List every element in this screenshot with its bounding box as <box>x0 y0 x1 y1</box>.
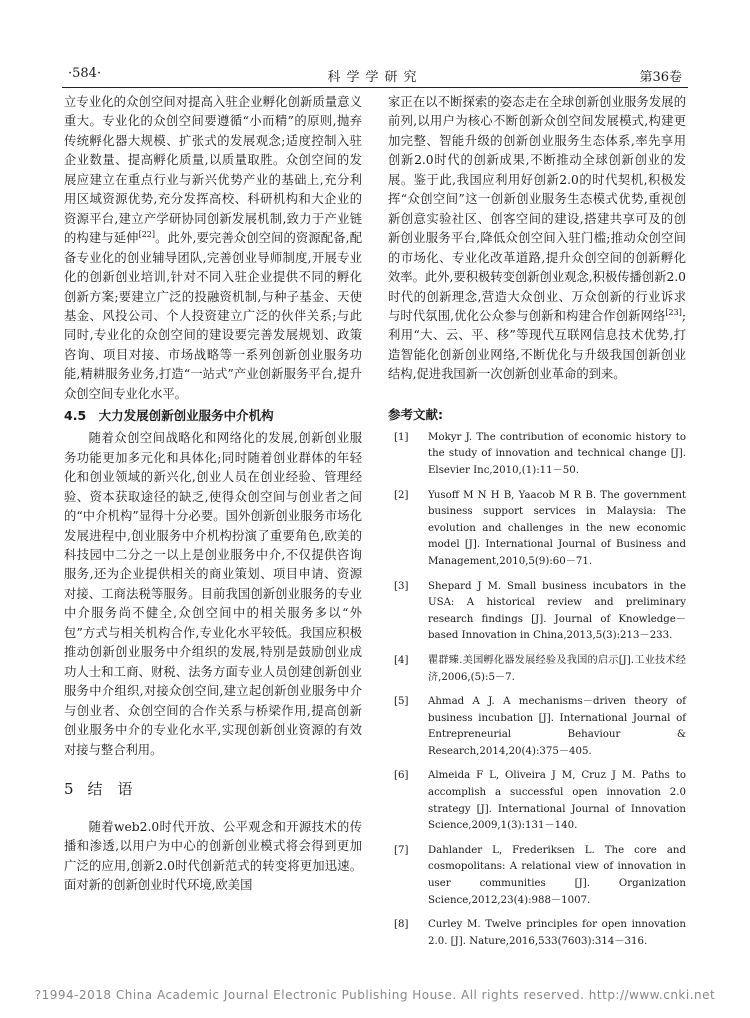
section-heading-5: 5 结 语 <box>64 779 133 798</box>
copyright-footer: ?1994-2018 China Academic Journal Electronic Publishing House. All rights reserved. http://www.cnki.net <box>34 988 716 1002</box>
references-heading: 参考文献: <box>388 406 443 422</box>
reference-item: [7] Dahlander L, Frederiksen L. The core and cosmopolitans: A relational view of innovation in user communities [J]. Organization Science,2012,23(4):988－1007. <box>394 844 686 906</box>
citation: [23] <box>665 307 682 317</box>
reference-list <box>388 430 686 951</box>
section-heading-4-5: 4.5 大力发展创新创业服务中介机构 <box>64 408 274 424</box>
reference-item: [8] Curley M. Twelve principles for open innovation 2.0. [J]. Nature,2016,533(7603):314－316. <box>394 919 686 947</box>
reference-item: [2] Yusoff M N H B, Yaacob M R B. The government business support services in Malaysia: The evolution and challenges in the new economic model [J]. International Journal of Business and Management,2010,5(9):60－71. <box>394 489 686 567</box>
reference-item: [5] Ahmad A J. A mechanisms－driven theory of business incubation [J]. International Journal of Entrepreneurial Behaviour & Research,2014,20(4):375－405. <box>394 696 686 757</box>
left-column <box>64 93 362 896</box>
right-column <box>388 93 686 958</box>
reference-item: [1] Mokyr J. The contribution of economic history to the study of innovation and technical change [J]. Elsevier Inc,2010,(1):11－50. <box>394 431 686 476</box>
reference-item: [4] 瞿群臻.美国孵化器发展经验及我国的启示[J].工业技术经济,2006,(5):5－7. <box>394 654 686 683</box>
header-rule <box>62 87 688 88</box>
paragraph: 家正在以不断探索的姿态走在全球创新创业服务发展的前列,以用户为核心不断创新众创空间发展模式,构建更加完整、智能升级的创新创业服务生态体系,率先享用创新2.0时代的创新成果,不断推动全球创新创业的发展。鉴于此,我国应利用好创新2.0的时代契机,积极发挥“众创空间”这一创新创业服务生态模式优势,重视创新创意实验社区、创客空间的建设,搭建共享可及的创新创业服务平台,降低众创空间入驻门槛;推动众创空间的市场化、专业化改革道路,提升众创空间的创新孵化效率。此外,要积极转变创新创业观念,积极传播创新2.0时代的创新理念,营造大众创业、万众创新的行业诉求与时代氛围,优化公众参与创新和构建合作创新网络[23];利用“大、云、平、移”等现代互联网信息技术优势,打造智能化创新创业网络,不断优化与升级我国创新创业结构,促进我国新一次创新创业革命的到来。 <box>388 95 686 382</box>
paragraph: 随着众创空间战略化和网络化的发展,创新创业服务功能更加多元化和具体化;同时随着创业群体的年轻化和创业领域的新兴化,创业人员在创业经验、管理经验、资本获取途径的缺乏,使得众创空间与创业者之间的“中介机构”显得十分必要。国外创新创业服务市场化发展进程中,创业服务中介机构扮演了重要角色,欧美的科技园中二分之一以上是创业服务中介,不仅提供咨询服务,还为企业提供相关的商业策划、项目申请、资源对接、工商法税等服务。目前我国创新创业服务的专业中介服务尚不健全,众创空间中的相关服务多以“外包”方式与相关机构合作,专业化水平较低。我国应积极推动创新创业服务中介组织的发展,特别是鼓励创业成功人士和工商、财税、法务方面专业人员创建创新创业服务中介组织,对接众创空间,建立起创新创业服务中介与创业者、众创空间的合作关系与桥梁作用,提高创新创业服务中介的专业化水平,实现创新创业资源的有效对接与整合利用。 <box>64 431 362 757</box>
reference-item: [3] Shepard J M. Small business incubators in the USA: A historical review and preliminary research findings [J]. Journal of Knowledge－based Innovation in China,2013,5(3):213－233. <box>394 580 686 642</box>
journal-title: 科学学研究 <box>327 70 423 85</box>
reference-item: [6] Almeida F L, Oliveira J M, Cruz J M. Paths to accomplish a successful open innovation 2.0 strategy [J]. International Journal of Innovation Science,2009,1(3):131－140. <box>394 770 686 832</box>
running-header <box>68 64 682 86</box>
paragraph: 立专业化的众创空间对提高入驻企业孵化创新质量意义重大。专业化的众创空间要遵循“小而精”的原则,抛弃传统孵化器大规模、扩张式的发展观念;适度控制入驻企业数量、提高孵化质量,以质量取胜。众创空间的发展应建立在重点行业与新兴优势产业的基础上,充分利用区域资源优势,充分发挥高校、科研机构和大企业的资源平台,建立产学研协同创新发展机制,致力于产业链的构建与延伸[22]。此外,要完善众创空间的资源配备,配备专业化的创业辅导团队,完善创业导师制度,开展专业化的创新创业培训,针对不同入驻企业提供不同的孵化创新方案;要建立广泛的投融资机制,与种子基金、天使基金、风投公司、个人投资建立广泛的伙伴关系;与此同时,专业化的众创空间的建设要完善发展规划、政策咨询、项目对接、市场战略等一系列创新创业服务功能,精耕服务业务,打造“一站式”产业创新服务平台,提升众创空间专业化水平。 <box>64 95 362 401</box>
page-number: ·584· <box>68 66 102 81</box>
paragraph: 随着web2.0时代开放、公平观念和开源技术的传播和渗透,以用户为中心的创新创业模式将会得到更加广泛的应用,创新2.0时代创新范式的转变将更加迅速。面对新的创新创业时代环境,欧美国 <box>64 819 362 893</box>
citation: [22] <box>138 230 156 240</box>
volume-label: 第36卷 <box>639 70 682 85</box>
